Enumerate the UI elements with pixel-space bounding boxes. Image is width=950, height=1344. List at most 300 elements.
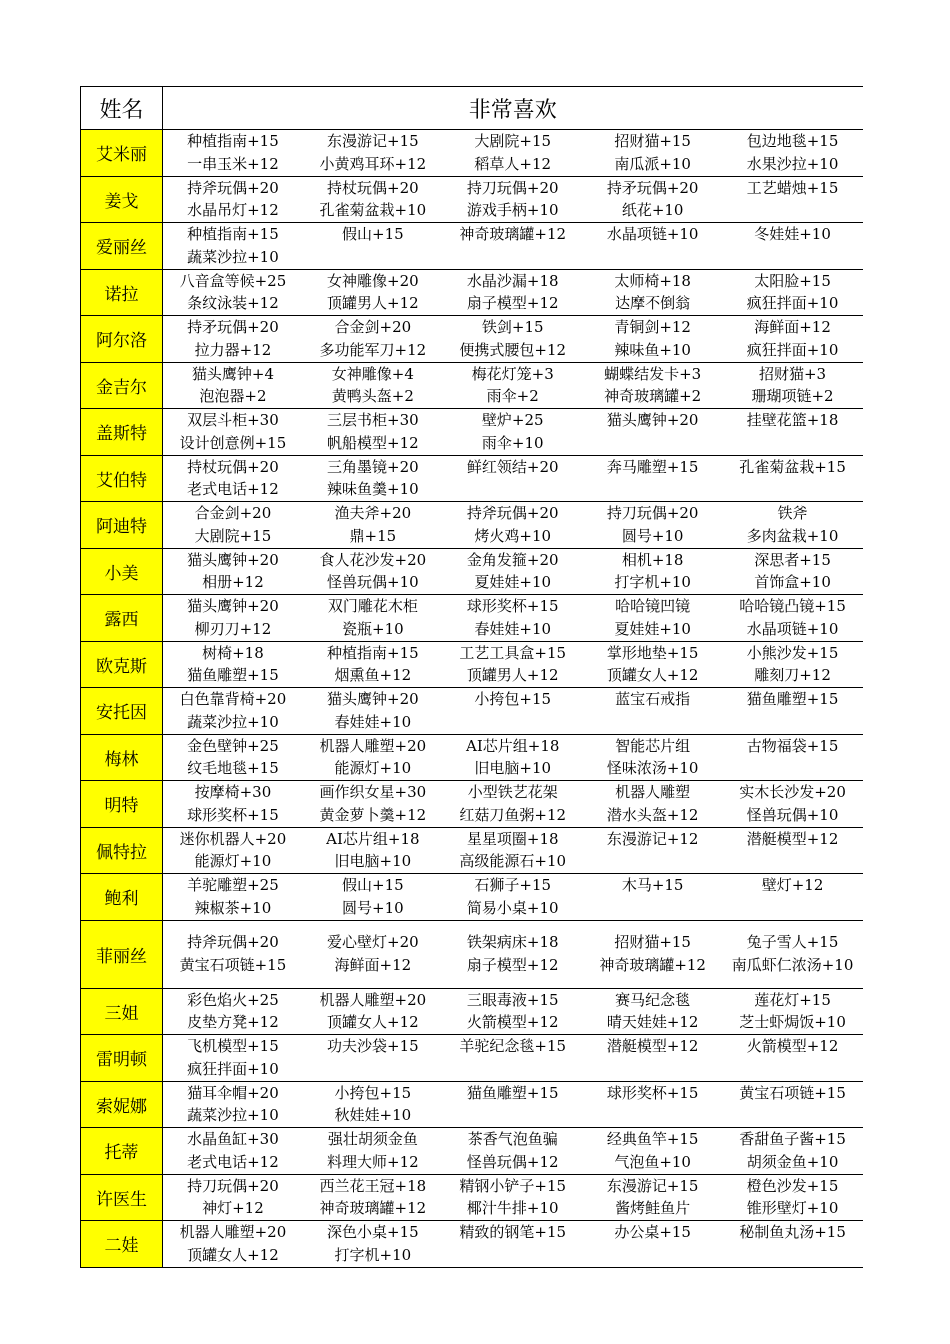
- item-entry: 扇子模型+12: [466, 294, 559, 313]
- item-entry: 画作织女星+30: [319, 783, 427, 801]
- item-entry: 香甜鱼子酱+15: [739, 1130, 846, 1148]
- item-entry: [303, 246, 443, 269]
- item-grid: [163, 270, 863, 316]
- item-entry: [583, 711, 723, 734]
- favorite-items: [163, 176, 863, 223]
- item-entry: 女神雕像+20: [327, 271, 419, 290]
- item-entry: 高级能源石+10: [459, 852, 567, 871]
- item-entry: 哈哈镜凸镜+15: [739, 597, 846, 615]
- item-entry: 星星项圈+18: [466, 829, 559, 848]
- item-entry: 蔬菜沙拉+10: [187, 247, 279, 266]
- item-entry: 多肉盆栽+10: [746, 526, 839, 545]
- item-grid: [163, 1128, 863, 1174]
- item-entry: 潜艇模型+12: [746, 829, 839, 848]
- villager-name: 爱丽丝: [81, 223, 163, 270]
- favorite-items: [163, 1128, 863, 1175]
- item-entry: 首饰盒+10: [754, 573, 831, 592]
- item-entry: 纹毛地毯+15: [187, 759, 279, 778]
- item-entry: 老式电话+12: [187, 1152, 279, 1171]
- item-grid: [163, 456, 863, 502]
- villager-name: 露西: [81, 595, 163, 642]
- item-entry: 海鲜面+12: [334, 956, 412, 974]
- item-entry: 猫头鹰钟+20: [327, 690, 419, 708]
- item-entry: 怪味浓汤+10: [606, 759, 699, 778]
- item-entry: 铁架病床+18: [466, 933, 559, 952]
- item-grid: [163, 130, 863, 176]
- table-row: [81, 316, 863, 363]
- item-entry: 酱烤鲑鱼片: [615, 1199, 691, 1218]
- item-entry: 壁灯+12: [761, 876, 824, 894]
- item-entry: [583, 897, 723, 920]
- favorites-header: 非常喜欢: [163, 87, 863, 130]
- item-entry: 持杖玩偶+20: [327, 178, 419, 197]
- item-entry: 海鲜面+12: [754, 318, 831, 336]
- table-row: [81, 362, 863, 409]
- favorite-items: [163, 988, 863, 1035]
- item-entry: 机器人雕塑+20: [319, 736, 427, 755]
- item-entry: 稻草人+12: [474, 154, 552, 173]
- item-entry: 球形奖杯+15: [466, 597, 559, 615]
- item-entry: 辣椒茶+10: [194, 898, 272, 917]
- item-entry: 猫耳伞帽+20: [187, 1083, 279, 1102]
- favorite-items: [163, 316, 863, 363]
- item-entry: 黄宝石项链+15: [739, 1083, 846, 1102]
- item-entry: 飞机模型+15: [187, 1037, 279, 1055]
- item-entry: 渔夫斧+20: [334, 504, 412, 522]
- item-entry: 赛马纪念毯: [615, 990, 691, 1009]
- villager-name: 金吉尔: [81, 362, 163, 409]
- item-entry: 球形奖杯+15: [187, 805, 279, 824]
- villager-name: 安托因: [81, 688, 163, 735]
- item-entry: 春娃娃+10: [334, 712, 412, 731]
- item-entry: 料理大师+12: [327, 1152, 419, 1171]
- item-entry: 皮垫方凳+12: [187, 1013, 279, 1032]
- item-entry: 便携式腰包+12: [459, 340, 567, 359]
- item-entry: 气泡鱼+10: [614, 1152, 691, 1171]
- item-entry: [443, 1244, 583, 1267]
- item-entry: 猫鱼雕塑+15: [746, 690, 839, 708]
- item-entry: 小型铁艺花架: [467, 783, 558, 801]
- table-row: [81, 548, 863, 595]
- item-grid: [163, 1221, 863, 1267]
- item-entry: [723, 1058, 863, 1081]
- item-entry: 小挎包+15: [334, 1083, 412, 1102]
- item-entry: 相册+12: [202, 573, 264, 592]
- table-row: [81, 688, 863, 735]
- item-entry: [723, 246, 863, 269]
- item-entry: 圆号+10: [342, 898, 404, 917]
- favorite-items: [163, 688, 863, 735]
- item-entry: 老式电话+12: [187, 480, 279, 499]
- item-grid: [163, 223, 863, 269]
- item-entry: 神奇玻璃罐+12: [599, 956, 706, 974]
- item-entry: 达摩不倒翁: [615, 294, 691, 313]
- item-entry: 食人花沙发+20: [319, 550, 427, 569]
- item-entry: [723, 478, 863, 501]
- item-entry: 小挎包+15: [474, 690, 552, 708]
- favorite-items: [163, 920, 863, 988]
- item-entry: 羊驼雕塑+25: [187, 876, 279, 894]
- item-entry: 梅花灯笼+3: [471, 364, 554, 383]
- item-entry: 柳刃刀+12: [194, 619, 272, 638]
- item-grid: [163, 781, 863, 827]
- villager-name: 三姐: [81, 988, 163, 1035]
- item-entry: 神灯+12: [202, 1199, 264, 1218]
- item-entry: 旧电脑+10: [334, 852, 412, 871]
- item-entry: [583, 850, 723, 873]
- item-grid: [163, 363, 863, 409]
- item-entry: 持矛玩偶+20: [606, 178, 699, 197]
- villager-name: 雷明顿: [81, 1035, 163, 1082]
- item-entry: 石狮子+15: [474, 876, 552, 894]
- item-entry: 疯狂拌面+10: [746, 294, 839, 313]
- item-entry: 雨伞+2: [486, 387, 539, 406]
- item-entry: 猫鱼雕塑+15: [466, 1083, 559, 1102]
- item-entry: 顶罐女人+12: [187, 1245, 279, 1264]
- item-grid: [163, 595, 863, 641]
- item-entry: 实木长沙发+20: [739, 783, 846, 801]
- item-entry: 莲花灯+15: [754, 990, 831, 1009]
- item-entry: [583, 478, 723, 501]
- item-entry: 烤火鸡+10: [474, 526, 552, 545]
- item-entry: 八音盒等候+25: [179, 271, 287, 290]
- item-entry: 双层斗柜+30: [187, 411, 279, 429]
- item-entry: 持斧玩偶+20: [466, 504, 559, 522]
- item-grid: [163, 688, 863, 734]
- item-entry: 持斧玩偶+20: [187, 933, 279, 952]
- item-entry: 怪兽玩偶+12: [466, 1152, 559, 1171]
- villager-name: 阿迪特: [81, 502, 163, 549]
- item-entry: 简易小桌+10: [466, 898, 559, 917]
- favorite-items: [163, 641, 863, 688]
- preferences-table: [80, 86, 863, 1268]
- item-entry: 火箭模型+12: [466, 1013, 559, 1032]
- item-grid: [163, 735, 863, 781]
- item-entry: 泡泡器+2: [199, 387, 267, 406]
- item-entry: 怪兽玩偶+10: [327, 573, 419, 592]
- item-entry: 水晶鱼缸+30: [187, 1130, 279, 1148]
- item-entry: 神奇玻璃罐+12: [319, 1199, 427, 1218]
- table-row: [81, 130, 863, 177]
- item-entry: 打字机+10: [614, 573, 691, 592]
- item-entry: 打字机+10: [334, 1245, 412, 1264]
- item-entry: [443, 1104, 583, 1127]
- item-grid: [163, 828, 863, 874]
- table-row: [81, 1174, 863, 1221]
- item-entry: 白色靠背椅+20: [179, 690, 287, 708]
- header-row: [81, 87, 863, 130]
- item-entry: 猫头鹰钟+4: [191, 364, 274, 383]
- favorite-items: [163, 269, 863, 316]
- table-row: [81, 988, 863, 1035]
- table-row: [81, 595, 863, 642]
- table-row: [81, 1081, 863, 1128]
- table-row: [81, 641, 863, 688]
- item-entry: 火箭模型+12: [746, 1037, 839, 1055]
- table-row: [81, 827, 863, 874]
- item-grid: [163, 1175, 863, 1221]
- favorite-items: [163, 1081, 863, 1128]
- item-entry: 怪兽玩偶+10: [746, 805, 839, 824]
- item-entry: 相机+18: [621, 550, 684, 569]
- name-header: 姓名: [81, 87, 163, 130]
- item-entry: [723, 850, 863, 873]
- item-entry: 工艺工具盒+15: [459, 643, 567, 662]
- table-row: [81, 502, 863, 549]
- item-grid: [163, 409, 863, 455]
- favorite-items: [163, 362, 863, 409]
- item-entry: 夏娃娃+10: [614, 619, 691, 638]
- item-entry: 辣味鱼羹+10: [327, 480, 419, 499]
- item-entry: 树椅+18: [202, 643, 264, 662]
- item-entry: 三眼毒液+15: [466, 990, 559, 1009]
- favorite-items: [163, 1174, 863, 1221]
- villager-name: 二娃: [81, 1221, 163, 1268]
- table-row: [81, 176, 863, 223]
- item-entry: 挂壁花篮+18: [746, 411, 839, 429]
- item-entry: 雨伞+10: [481, 433, 544, 452]
- item-grid: [163, 931, 863, 977]
- villager-name: 佩特拉: [81, 827, 163, 874]
- item-entry: 猫鱼雕塑+15: [187, 666, 279, 685]
- item-entry: 机器人雕塑+20: [179, 1223, 287, 1241]
- item-entry: 机器人雕塑: [615, 783, 691, 801]
- item-entry: 胡须金鱼+10: [746, 1152, 839, 1171]
- item-entry: 双门雕花木柜: [327, 597, 418, 615]
- item-entry: 兔子雪人+15: [746, 933, 839, 952]
- item-entry: [303, 1058, 443, 1081]
- item-entry: 疯狂拌面+10: [746, 340, 839, 359]
- villager-name: 艾米丽: [81, 130, 163, 177]
- item-entry: 纸花+10: [621, 201, 684, 220]
- item-grid: [163, 642, 863, 688]
- item-entry: 旧电脑+10: [474, 759, 552, 778]
- item-grid: [163, 1035, 863, 1081]
- item-entry: 多功能军刀+12: [319, 340, 427, 359]
- item-entry: 精钢小铲子+15: [459, 1176, 567, 1195]
- item-entry: 春娃娃+10: [474, 619, 552, 638]
- item-entry: [723, 1244, 863, 1267]
- item-entry: 壁炉+25: [481, 411, 544, 429]
- item-entry: 顶罐男人+12: [466, 666, 559, 685]
- item-entry: [583, 1244, 723, 1267]
- villager-name: 明特: [81, 781, 163, 828]
- item-entry: 神奇玻璃罐+2: [604, 387, 702, 406]
- item-entry: [583, 1058, 723, 1081]
- item-entry: 神奇玻璃罐+12: [459, 225, 567, 243]
- item-entry: 三层书柜+30: [327, 411, 419, 429]
- item-entry: 茶香气泡鱼骗: [467, 1130, 558, 1148]
- item-entry: 秋娃娃+10: [334, 1106, 412, 1125]
- item-entry: [723, 199, 863, 222]
- item-entry: 蝴蝶结发卡+3: [604, 364, 702, 383]
- item-entry: 木马+15: [621, 876, 684, 894]
- table-row: [81, 874, 863, 921]
- item-entry: 功夫沙袋+15: [327, 1037, 419, 1055]
- item-entry: 黄宝石项链+15: [179, 956, 287, 974]
- table-row: [81, 455, 863, 502]
- item-grid: [163, 549, 863, 595]
- item-entry: 持刀玩偶+20: [466, 178, 559, 197]
- item-entry: 条纹泳装+12: [187, 294, 279, 313]
- item-entry: 办公桌+15: [614, 1223, 691, 1241]
- table-row: [81, 734, 863, 781]
- item-entry: 能源灯+10: [194, 852, 272, 871]
- villager-name: 小美: [81, 548, 163, 595]
- item-entry: 晴天娃娃+12: [606, 1013, 699, 1032]
- item-entry: 大剧院+15: [194, 526, 272, 545]
- item-entry: 小黄鸡耳环+12: [319, 154, 427, 173]
- item-entry: [583, 432, 723, 455]
- item-entry: 红菇刀鱼粥+12: [459, 805, 567, 824]
- item-entry: 包边地毯+15: [746, 132, 839, 150]
- table-row: [81, 1221, 863, 1268]
- item-entry: 帆船模型+12: [327, 433, 419, 452]
- villager-name: 盖斯特: [81, 409, 163, 456]
- table-row: [81, 1035, 863, 1082]
- item-entry: 招财猫+15: [614, 132, 691, 150]
- item-entry: 芝士虾焗饭+10: [739, 1013, 846, 1032]
- item-entry: 西兰花王冠+18: [319, 1176, 427, 1195]
- item-entry: [723, 757, 863, 780]
- item-entry: 圆号+10: [621, 526, 684, 545]
- favorite-items: [163, 781, 863, 828]
- item-entry: 大剧院+15: [474, 132, 552, 150]
- item-entry: 秘制鱼丸汤+15: [739, 1223, 846, 1241]
- item-entry: 掌形地垫+15: [606, 643, 699, 662]
- item-entry: 合金剑+20: [334, 318, 412, 336]
- villager-name: 托蒂: [81, 1128, 163, 1175]
- item-entry: AI芯片组+18: [326, 829, 420, 848]
- item-entry: 瓷瓶+10: [342, 619, 404, 638]
- item-entry: 机器人雕塑+20: [319, 990, 427, 1009]
- item-entry: 蓝宝石戒指: [615, 690, 691, 708]
- item-entry: [583, 1104, 723, 1127]
- item-entry: 迷你机器人+20: [179, 829, 287, 848]
- item-entry: 锥形壁灯+10: [746, 1199, 839, 1218]
- item-entry: [723, 897, 863, 920]
- item-entry: 能源灯+10: [334, 759, 412, 778]
- item-entry: 猫头鹰钟+20: [606, 411, 699, 429]
- favorite-items: [163, 595, 863, 642]
- favorite-items: [163, 502, 863, 549]
- item-entry: 持矛玩偶+20: [187, 318, 279, 336]
- table-row: [81, 781, 863, 828]
- item-entry: 强壮胡须金鱼: [327, 1130, 418, 1148]
- item-entry: 种植指南+15: [187, 225, 279, 243]
- item-entry: 羊驼纪念毯+15: [459, 1037, 567, 1055]
- favorite-items: [163, 1035, 863, 1082]
- item-entry: [443, 478, 583, 501]
- item-entry: 招财猫+3: [758, 364, 827, 383]
- item-entry: 辣味鱼+10: [614, 340, 691, 359]
- villager-name: 诺拉: [81, 269, 163, 316]
- item-grid: [163, 989, 863, 1035]
- item-entry: 冬娃娃+10: [754, 225, 831, 243]
- item-entry: 持刀玩偶+20: [187, 1176, 279, 1195]
- villager-name: 艾伯特: [81, 455, 163, 502]
- item-entry: 水果沙拉+10: [746, 154, 839, 173]
- item-entry: 球形奖杯+15: [606, 1083, 699, 1102]
- favorite-items: [163, 1221, 863, 1268]
- favorite-items: [163, 409, 863, 456]
- item-entry: 青铜剑+12: [614, 318, 691, 336]
- item-entry: 太阳脸+15: [754, 271, 831, 290]
- item-entry: 雕刻刀+12: [754, 666, 831, 685]
- item-entry: 东漫游记+12: [606, 829, 699, 848]
- item-grid: [163, 502, 863, 548]
- table-row: [81, 1128, 863, 1175]
- item-entry: 猫头鹰钟+20: [187, 597, 279, 615]
- item-entry: [583, 246, 723, 269]
- item-entry: [723, 711, 863, 734]
- item-entry: AI芯片组+18: [466, 736, 560, 755]
- item-entry: 黄金萝卜羹+12: [319, 805, 427, 824]
- item-entry: 水晶沙漏+18: [466, 271, 559, 290]
- item-entry: [723, 1104, 863, 1127]
- table-row: [81, 269, 863, 316]
- item-entry: 小熊沙发+15: [746, 643, 839, 662]
- item-entry: [443, 246, 583, 269]
- item-grid: [163, 1082, 863, 1128]
- villager-name: 鲍利: [81, 874, 163, 921]
- item-entry: 橙色沙发+15: [746, 1176, 839, 1195]
- item-entry: 种植指南+15: [327, 643, 419, 662]
- item-entry: 顶罐女人+12: [606, 666, 699, 685]
- item-entry: 太师椅+18: [614, 271, 691, 290]
- item-entry: 顶罐男人+12: [327, 294, 419, 313]
- item-entry: 夏娃娃+10: [474, 573, 552, 592]
- item-entry: 持斧玩偶+20: [187, 178, 279, 197]
- item-entry: 潜水头盔+12: [606, 805, 699, 824]
- item-entry: 深思者+15: [754, 550, 831, 569]
- item-entry: 彩色焰火+25: [187, 990, 279, 1009]
- table-row: [81, 920, 863, 988]
- villager-name: 梅林: [81, 734, 163, 781]
- item-entry: 南瓜虾仁浓汤+10: [731, 956, 854, 974]
- item-entry: 顶罐女人+12: [327, 1013, 419, 1032]
- item-entry: 拉力器+12: [194, 340, 272, 359]
- item-entry: 水晶项链+10: [746, 619, 839, 638]
- favorite-items: [163, 827, 863, 874]
- item-entry: 潜艇模型+12: [606, 1037, 699, 1055]
- villager-name: 欧克斯: [81, 641, 163, 688]
- favorite-items: [163, 130, 863, 177]
- item-entry: 种植指南+15: [187, 132, 279, 150]
- item-entry: 孔雀菊盆栽+10: [319, 201, 427, 220]
- villager-name: 阿尔洛: [81, 316, 163, 363]
- item-entry: 经典鱼竿+15: [606, 1130, 699, 1148]
- item-entry: 假山+15: [342, 225, 404, 243]
- villager-name: 索妮娜: [81, 1081, 163, 1128]
- table-row: [81, 409, 863, 456]
- item-entry: 蔬菜沙拉+10: [187, 1106, 279, 1125]
- item-entry: [443, 711, 583, 734]
- item-entry: 东漫游记+15: [327, 132, 419, 150]
- item-entry: 孔雀菊盆栽+15: [739, 457, 846, 476]
- table-row: [81, 223, 863, 270]
- item-entry: 疯狂拌面+10: [187, 1059, 279, 1078]
- favorite-items: [163, 874, 863, 921]
- item-entry: 女神雕像+4: [331, 364, 414, 383]
- item-entry: 椰汁牛排+10: [466, 1199, 559, 1218]
- item-entry: 古物福袋+15: [746, 736, 839, 755]
- item-entry: [443, 1058, 583, 1081]
- item-entry: 深色小桌+15: [327, 1223, 419, 1241]
- item-entry: 猫头鹰钟+20: [187, 550, 279, 569]
- item-entry: 蔬菜沙拉+10: [187, 712, 279, 731]
- item-entry: 扇子模型+12: [466, 956, 559, 974]
